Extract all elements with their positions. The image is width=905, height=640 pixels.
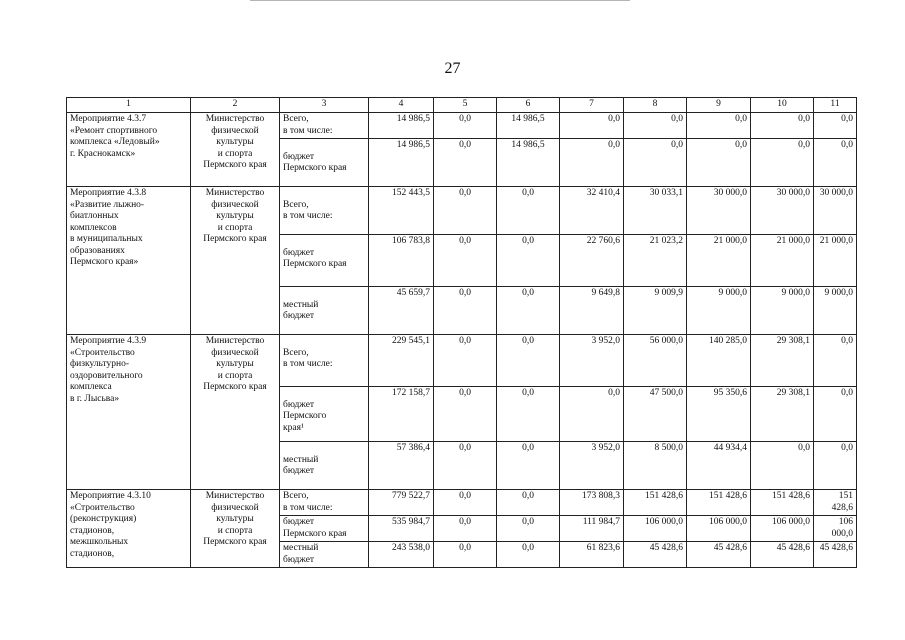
- value-cell: 45 428,6: [687, 542, 751, 568]
- responsible-line: Министерство: [205, 491, 265, 501]
- value-cell: 0,0: [497, 235, 560, 287]
- responsible-line: и спорта: [217, 525, 253, 536]
- responsible-cell: [191, 187, 280, 335]
- value-cell: 44 934,4: [687, 442, 751, 490]
- page-number: 27: [444, 60, 461, 77]
- funding-source-line: в том числе:: [283, 502, 333, 513]
- value-cell: 0,0: [814, 335, 857, 387]
- value-cell: 0,0: [560, 113, 624, 139]
- value-cell: 47 500,0: [624, 387, 687, 442]
- value-cell: 106 000,0: [814, 516, 857, 542]
- value-cell: 14 986,5: [497, 113, 560, 139]
- activity-name-line: оздоровительного: [70, 370, 143, 381]
- value-cell: 0,0: [497, 287, 560, 335]
- activity-name-line: комплекса «Ледовый»: [70, 137, 160, 147]
- value-cell: 106 000,0: [687, 516, 751, 542]
- activity-name-line: биатлонных: [70, 211, 119, 221]
- value-cell: 0,0: [751, 113, 814, 139]
- value-cell: 0,0: [497, 542, 560, 568]
- activity-name-line: «Ремонт спортивного: [70, 125, 158, 136]
- value-cell: 9 000,0: [687, 287, 751, 335]
- responsible-line: культуры: [216, 514, 254, 524]
- column-header: 6: [497, 98, 560, 113]
- value-cell: 14 986,5: [497, 139, 560, 187]
- table-row: [67, 113, 857, 139]
- value-cell: 95 350,6: [687, 387, 751, 442]
- responsible-line: Министерство: [205, 114, 265, 124]
- activity-name-cell: [67, 490, 191, 568]
- column-header: 9: [687, 98, 751, 113]
- responsible-line: культуры: [216, 137, 254, 147]
- activity-name-cell: [67, 113, 191, 187]
- value-cell: 14 986,5: [369, 139, 434, 187]
- funding-source-line: Всего,: [283, 347, 309, 358]
- value-cell: 29 308,1: [751, 335, 814, 387]
- value-cell: 0,0: [497, 335, 560, 387]
- column-header: 4: [369, 98, 434, 113]
- value-cell: 0,0: [434, 235, 497, 287]
- funding-source-cell: [280, 113, 369, 139]
- responsible-cell: [191, 335, 280, 490]
- activity-name-line: стадионов,: [70, 548, 115, 559]
- column-header: 8: [624, 98, 687, 113]
- activity-name-line: комплексов: [70, 222, 117, 233]
- value-cell: 32 410,4: [560, 187, 624, 235]
- value-cell: 45 428,6: [814, 542, 857, 568]
- value-cell: 779 522,7: [369, 490, 434, 516]
- value-cell: 0,0: [434, 187, 497, 235]
- activity-name-line: «Строительство: [70, 502, 135, 513]
- responsible-line: и спорта: [217, 370, 253, 381]
- column-header: 11: [814, 98, 857, 113]
- activity-name-line: в г. Лысьва»: [70, 393, 120, 404]
- value-cell: 61 823,6: [560, 542, 624, 568]
- responsible-line: Пермского края: [203, 160, 267, 170]
- value-cell: 0,0: [624, 113, 687, 139]
- funding-source-cell: [280, 387, 369, 442]
- responsible-line: Министерство: [205, 336, 265, 346]
- value-cell: 140 285,0: [687, 335, 751, 387]
- activity-name-line: стадионов,: [70, 525, 115, 536]
- value-cell: 0,0: [434, 113, 497, 139]
- value-cell: 152 443,5: [369, 187, 434, 235]
- value-cell: 0,0: [687, 139, 751, 187]
- responsible-line: и спорта: [217, 222, 253, 233]
- value-cell: 0,0: [434, 335, 497, 387]
- funding-source-line: бюджет: [283, 466, 315, 476]
- value-cell: 9 649,8: [560, 287, 624, 335]
- funding-source-line: Пермского края: [283, 528, 347, 539]
- funding-source-line: местный: [283, 543, 319, 553]
- activity-name-line: межшкольных: [70, 537, 129, 547]
- activity-name-cell: [67, 187, 191, 335]
- value-cell: 21 023,2: [624, 235, 687, 287]
- column-header: 10: [751, 98, 814, 113]
- value-cell: 0,0: [434, 490, 497, 516]
- value-cell: 30 033,1: [624, 187, 687, 235]
- value-cell: 0,0: [434, 442, 497, 490]
- activity-name-line: Мероприятие 4.3.8: [70, 188, 147, 198]
- value-cell: 243 538,0: [369, 542, 434, 568]
- value-cell: 9 000,0: [814, 287, 857, 335]
- table-row: [67, 187, 857, 235]
- value-cell: 151 428,6: [687, 490, 751, 516]
- value-cell: 0,0: [497, 187, 560, 235]
- activity-name-line: физкультурно-: [70, 359, 130, 369]
- table-row: [67, 335, 857, 387]
- value-cell: 21 000,0: [687, 235, 751, 287]
- value-cell: 8 500,0: [624, 442, 687, 490]
- value-cell: 151 428,6: [751, 490, 814, 516]
- funding-source-cell: [280, 442, 369, 490]
- value-cell: 21 000,0: [814, 235, 857, 287]
- funding-source-line: Всего,: [283, 491, 309, 501]
- value-cell: 0,0: [497, 516, 560, 542]
- funding-source-cell: [280, 235, 369, 287]
- top-rule: [250, 0, 630, 1]
- value-cell: 0,0: [624, 139, 687, 187]
- value-cell: 0,0: [434, 516, 497, 542]
- funding-source-cell: [280, 335, 369, 387]
- funding-source-line: в том числе:: [283, 125, 333, 136]
- activity-name-line: (реконструкция): [70, 514, 137, 524]
- funding-source-cell: [280, 542, 369, 568]
- value-cell: 14 986,5: [369, 113, 434, 139]
- value-cell: 229 545,1: [369, 335, 434, 387]
- value-cell: 0,0: [497, 387, 560, 442]
- value-cell: 151 428,6: [624, 490, 687, 516]
- value-cell: 151 428,6: [814, 490, 857, 516]
- funding-source-line: в том числе:: [283, 359, 333, 369]
- funding-source-line: Пермского края: [283, 163, 347, 173]
- value-cell: 56 000,0: [624, 335, 687, 387]
- value-cell: 0,0: [434, 139, 497, 187]
- value-cell: 45 428,6: [751, 542, 814, 568]
- value-cell: 21 000,0: [751, 235, 814, 287]
- funding-source-line: Всего,: [283, 114, 309, 124]
- responsible-line: физической: [211, 347, 259, 358]
- value-cell: 0,0: [434, 287, 497, 335]
- activity-name-line: образованиях: [70, 245, 125, 256]
- value-cell: 30 000,0: [814, 187, 857, 235]
- value-cell: 0,0: [751, 442, 814, 490]
- funding-source-line: Всего,: [283, 199, 309, 210]
- responsible-cell: [191, 113, 280, 187]
- funding-source-line: бюджет: [283, 517, 315, 527]
- column-header: 1: [67, 98, 191, 113]
- value-cell: 0,0: [497, 442, 560, 490]
- responsible-line: физической: [211, 502, 259, 513]
- activity-name-line: Мероприятие 4.3.9: [70, 336, 147, 346]
- funding-source-line: бюджет: [283, 311, 315, 321]
- value-cell: 0,0: [814, 442, 857, 490]
- activity-name-line: Мероприятие 4.3.7: [70, 114, 147, 124]
- value-cell: 106 783,8: [369, 235, 434, 287]
- funding-source-line: бюджет: [283, 151, 315, 162]
- funding-source-line: бюджет: [283, 399, 315, 410]
- activity-name-line: Мероприятие 4.3.10: [70, 491, 151, 501]
- value-cell: 3 952,0: [560, 442, 624, 490]
- funding-source-cell: [280, 139, 369, 187]
- funding-source-cell: [280, 187, 369, 235]
- column-header: 5: [434, 98, 497, 113]
- responsible-line: Пермского края: [203, 234, 267, 244]
- funding-source-line: Пермского края: [283, 259, 347, 269]
- value-cell: 0,0: [497, 490, 560, 516]
- value-cell: 0,0: [560, 139, 624, 187]
- value-cell: 535 984,7: [369, 516, 434, 542]
- value-cell: 106 000,0: [624, 516, 687, 542]
- responsible-line: физической: [211, 199, 259, 210]
- funding-source-line: бюджет: [283, 247, 315, 258]
- value-cell: 57 386,4: [369, 442, 434, 490]
- funding-source-line: бюджет: [283, 554, 315, 565]
- responsible-line: физической: [211, 125, 259, 136]
- value-cell: 9 000,0: [751, 287, 814, 335]
- responsible-cell: [191, 490, 280, 568]
- value-cell: 0,0: [434, 542, 497, 568]
- activity-name-line: комплекса: [70, 382, 112, 392]
- activity-name-line: в муниципальных: [70, 234, 143, 244]
- responsible-line: Министерство: [205, 188, 265, 198]
- funding-source-line: местный: [283, 299, 319, 310]
- value-cell: 0,0: [434, 387, 497, 442]
- funding-source-line: края¹: [283, 422, 304, 433]
- value-cell: 172 158,7: [369, 387, 434, 442]
- funding-source-cell: [280, 287, 369, 335]
- value-cell: 106 000,0: [751, 516, 814, 542]
- value-cell: 3 952,0: [560, 335, 624, 387]
- responsible-line: Пермского края: [203, 382, 267, 392]
- activity-name-line: Пермского края»: [70, 257, 139, 267]
- activity-name-cell: [67, 335, 191, 490]
- table-row: [67, 490, 857, 516]
- value-cell: 0,0: [560, 387, 624, 442]
- column-header: 7: [560, 98, 624, 113]
- funding-source-line: в том числе:: [283, 211, 333, 221]
- value-cell: 30 000,0: [687, 187, 751, 235]
- value-cell: 0,0: [814, 113, 857, 139]
- funding-source-cell: [280, 490, 369, 516]
- responsible-line: и спорта: [217, 148, 253, 159]
- funding-source-line: Пермского: [283, 411, 327, 421]
- value-cell: 0,0: [814, 139, 857, 187]
- value-cell: 29 308,1: [751, 387, 814, 442]
- value-cell: 0,0: [751, 139, 814, 187]
- funding-table: [66, 97, 857, 568]
- column-header: 2: [191, 98, 280, 113]
- header-row: [67, 98, 857, 113]
- funding-source-line: местный: [283, 454, 319, 465]
- responsible-line: Пермского края: [203, 537, 267, 547]
- value-cell: 111 984,7: [560, 516, 624, 542]
- funding-source-cell: [280, 516, 369, 542]
- responsible-line: культуры: [216, 211, 254, 221]
- activity-name-line: г. Краснокамск»: [70, 148, 136, 159]
- value-cell: 45 659,7: [369, 287, 434, 335]
- responsible-line: культуры: [216, 359, 254, 369]
- column-header: 3: [280, 98, 369, 113]
- value-cell: 0,0: [814, 387, 857, 442]
- value-cell: 0,0: [687, 113, 751, 139]
- value-cell: 9 009,9: [624, 287, 687, 335]
- value-cell: 30 000,0: [751, 187, 814, 235]
- activity-name-line: «Развитие лыжно-: [70, 199, 145, 210]
- value-cell: 45 428,6: [624, 542, 687, 568]
- activity-name-line: «Строительство: [70, 347, 135, 358]
- value-cell: 173 808,3: [560, 490, 624, 516]
- value-cell: 22 760,6: [560, 235, 624, 287]
